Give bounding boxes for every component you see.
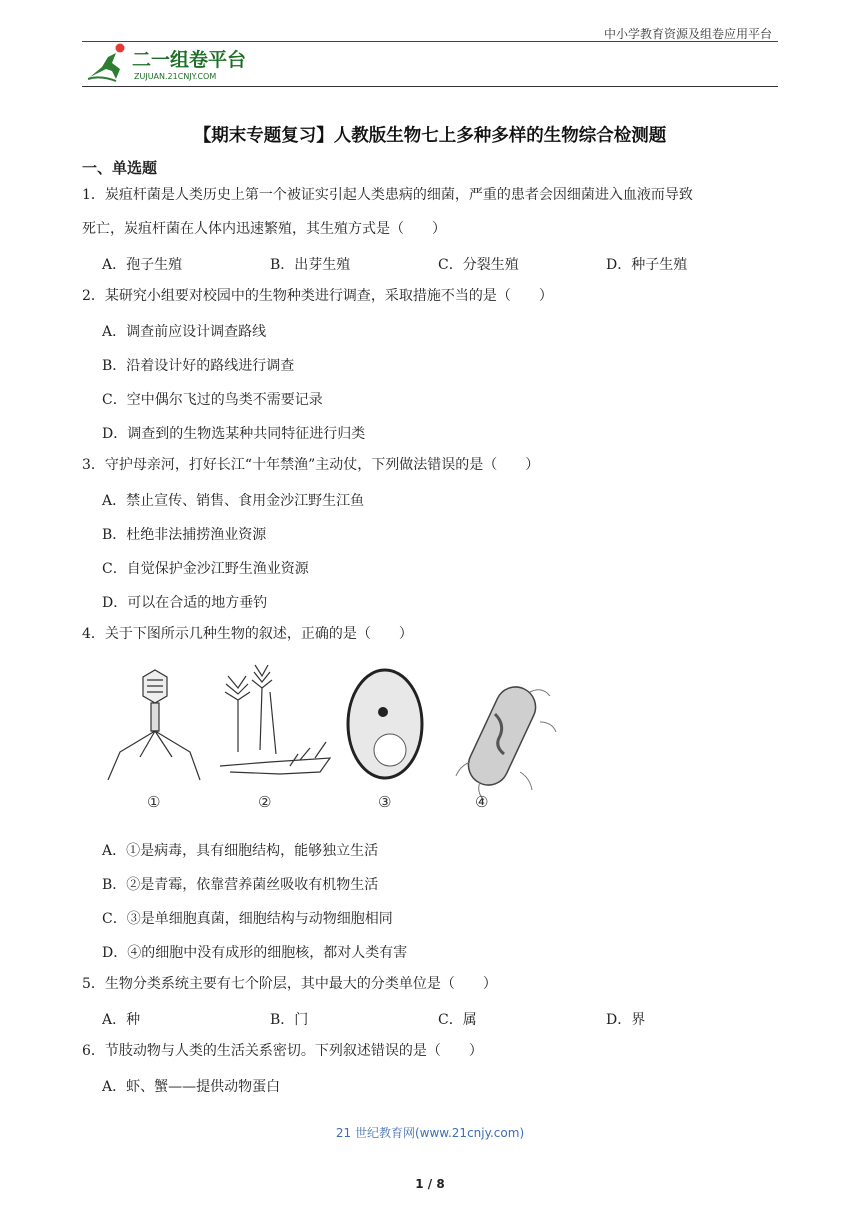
q1-line1: 1．炭疽杆菌是人类历史上第一个被证实引起人类患病的细菌，严重的患者会因细菌进入血液而导致 [82, 187, 693, 203]
q5-stem: 5．生物分类系统主要有七个阶层，其中最大的分类单位是（ ） [82, 976, 497, 992]
header-platform: 中小学教育资源及组卷应用平台 [603, 27, 772, 41]
q5-option-c: C．属 [438, 1012, 477, 1028]
q1-option-d: D．种子生殖 [606, 257, 688, 273]
logo [86, 39, 286, 85]
q6-stem: 6．节肢动物与人类的生活关系密切。下列叙述错误的是（ ） [82, 1043, 483, 1059]
page-title: 【期末专题复习】人教版生物七上多种多样的生物综合检测题 [193, 126, 667, 146]
figure-label-4: ④ [475, 793, 489, 811]
q3-option-a: A．禁止宣传、销售、食用金沙江野生江鱼 [102, 493, 365, 509]
logo-url: ZUJUAN.21CNJY.COM [134, 72, 217, 81]
figure-label-3: ③ [378, 793, 392, 811]
figure-label-2: ② [258, 793, 272, 811]
penicillium-figure [220, 665, 330, 774]
bacterium-figure [456, 680, 556, 800]
q1-option-c: C．分裂生殖 [438, 257, 519, 273]
q1-option-b: B．出芽生殖 [270, 257, 351, 273]
q4-option-a: A．①是病毒，具有细胞结构，能够独立生活 [102, 843, 379, 859]
q5-option-a: A．种 [102, 1012, 141, 1028]
q4-option-d: D．④的细胞中没有成形的细胞核，都对人类有害 [102, 945, 408, 961]
q2-option-c: C．空中偶尔飞过的鸟类不需要记录 [102, 392, 323, 408]
q2-option-b: B．沿着设计好的路线进行调查 [102, 358, 295, 374]
q3-option-d: D．可以在合适的地方垂钓 [102, 595, 268, 611]
q4-option-b: B．②是青霉，依靠营养菌丝吸收有机物生活 [102, 877, 379, 893]
q3-option-b: B．杜绝非法捕捞渔业资源 [102, 527, 267, 543]
q3-stem: 3．守护母亲河，打好长江“十年禁渔”主动仗，下列做法错误的是（ ） [82, 457, 540, 473]
q2-option-a: A．调查前应设计调查路线 [102, 324, 267, 340]
yeast-figure [348, 670, 422, 778]
q5-option-d: D．界 [606, 1012, 646, 1028]
q2-option-d: D．调查到的生物选某种共同特征进行归类 [102, 426, 366, 442]
bacteriophage-figure [108, 670, 200, 780]
section-heading: 一、单选题 [82, 159, 158, 177]
q2-stem: 2．某研究小组要对校园中的生物种类进行调查，采取措施不当的是（ ） [82, 288, 553, 304]
page-number: 1 / 8 [415, 1177, 445, 1191]
logo-text: 二一组卷平台 [132, 49, 247, 71]
q1-line2: 死亡，炭疽杆菌在人体内迅速繁殖，其生殖方式是（ ） [82, 221, 446, 237]
figure-label-1: ① [147, 793, 161, 811]
q1-option-a: A．孢子生殖 [102, 257, 183, 273]
header-rule-bottom [82, 86, 778, 87]
q4-option-c: C．③是单细胞真菌，细胞结构与动物细胞相同 [102, 911, 393, 927]
q6-option-a: A．虾、蟹——提供动物蛋白 [102, 1079, 281, 1095]
q5-option-b: B．门 [270, 1012, 309, 1028]
q4-figure [100, 662, 560, 812]
footer-source-link[interactable]: 21 世纪教育网(www.21cnjy.com) [335, 1126, 525, 1140]
q4-stem: 4．关于下图所示几种生物的叙述，正确的是（ ） [82, 626, 413, 642]
q3-option-c: C．自觉保护金沙江野生渔业资源 [102, 561, 309, 577]
